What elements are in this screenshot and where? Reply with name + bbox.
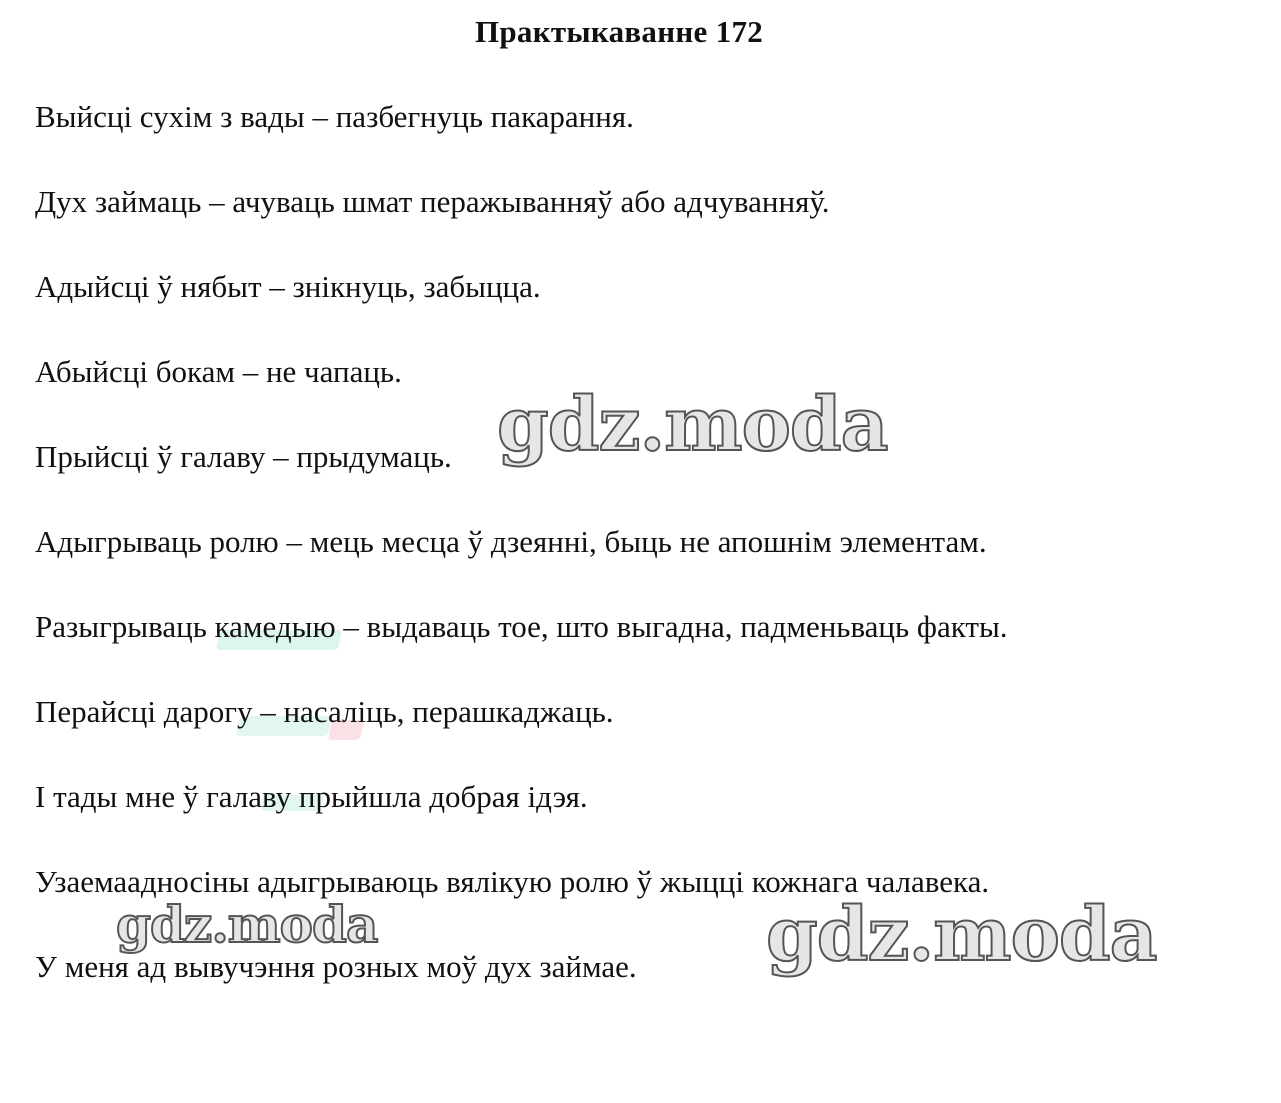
text-line: Адыйсці ў нябыт – знікнуць, забыцца. — [35, 269, 541, 304]
watermark: gdz.moda — [116, 895, 378, 954]
text-line: Абыйсці бокам – не чапаць. — [35, 354, 402, 389]
text-line: Выйсці сухім з вады – пазбегнуць пакарання. — [35, 99, 634, 134]
text-line: І тады мне ў галаву прыйшла добрая ідэя. — [35, 779, 588, 814]
text-line: Прыйсці ў галаву – прыдумаць. — [35, 439, 452, 474]
text-line: Адыгрываць ролю – мець месца ў дзеянні, быць не апошнім элементам. — [35, 524, 987, 559]
text-line: Дух займаць – ачуваць шмат перажыванняў або адчуванняў. — [35, 184, 830, 219]
text-line: У меня ад вывучэння розных моў дух займае. — [35, 949, 637, 984]
watermark: gdz.moda — [497, 382, 888, 468]
text-line: Перайсці дарогу – насаліць, перашкаджаць. — [35, 694, 614, 729]
text-line: Разыгрываць камедыю – выдаваць тое, што выгадна, падменьваць факты. — [35, 609, 1008, 644]
text-line: Узаемаадносіны адыгрываюць вялікую ролю ў жыцці кожнага чалавека. — [35, 864, 990, 899]
watermark: gdz.moda — [766, 892, 1157, 978]
page-title: Практыкаванне 172 — [474, 14, 764, 49]
